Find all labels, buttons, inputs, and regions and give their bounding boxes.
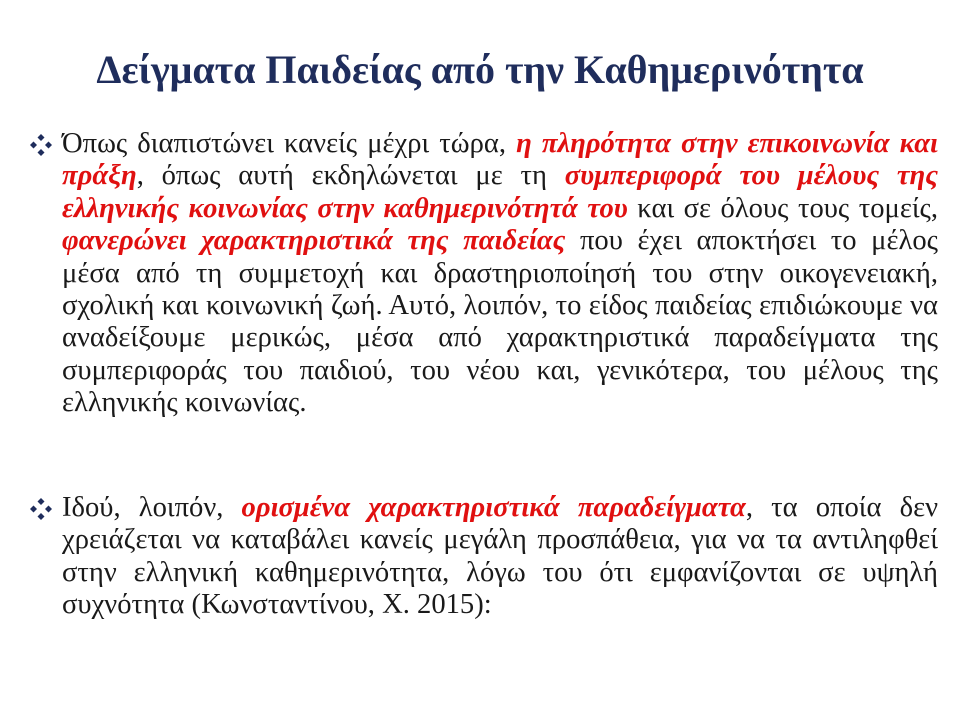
highlighted-phrase: συμπεριφορά του μέλους της ελληνικής κοινωνίας στην καθημερινότητά του — [62, 160, 938, 224]
bullet-item — [28, 128, 938, 420]
paragraph-text: που έχει αποκτήσει το μέλος μέσα από τη συμμετοχή και δραστηριοποίησή του στην οικογενειακή, σχολική και κοινωνική ζωή. Αυτό, λοιπόν, το είδος παιδείας επιδιώκουμε να αναδείξουμε μερικώς, μέσα από χαρακτηριστικά παραδείγματα της συμπεριφοράς του παιδιού, του νέου και, γενικότερα, του μέλους της ελληνικής κοινωνίας. — [62, 225, 938, 419]
paragraph-text: Ιδού, λοιπόν, — [62, 492, 242, 523]
bullet-paragraph — [62, 128, 938, 420]
paragraph-text: , όπως αυτή εκδηλώνεται με τη — [136, 160, 565, 192]
paragraph-text: , τα οποία δεν χρειάζεται να καταβάλει κανείς μεγάλη προσπάθεια, για να τα αντιληφθεί στην ελληνική καθημερινότητα, λόγω του ότι εμφανίζονται σε υψηλή συχνότητα (Κωνσταντίνου, Χ. 2015): — [62, 492, 939, 621]
diamond-bullet-icon — [28, 132, 54, 158]
paragraph-text: και σε όλους τους τομείς, — [627, 192, 938, 224]
highlighted-phrase: φανερώνει χαρακτηριστικά της παιδείας — [62, 225, 566, 257]
paragraph-text: Όπως διαπιστώνει κανείς μέχρι τώρα, — [62, 128, 517, 159]
bullet-paragraph — [62, 492, 938, 622]
slide-title: Δείγματα Παιδείας από την Καθημερινότητα — [96, 47, 864, 92]
diamond-bullet-icon — [28, 496, 54, 522]
highlighted-phrase: η πληρότητα στην επικοινωνία και πράξη — [62, 128, 938, 192]
bullet-item — [28, 492, 938, 622]
highlighted-phrase: ορισμένα χαρακτηριστικά παραδείγματα — [241, 492, 746, 523]
